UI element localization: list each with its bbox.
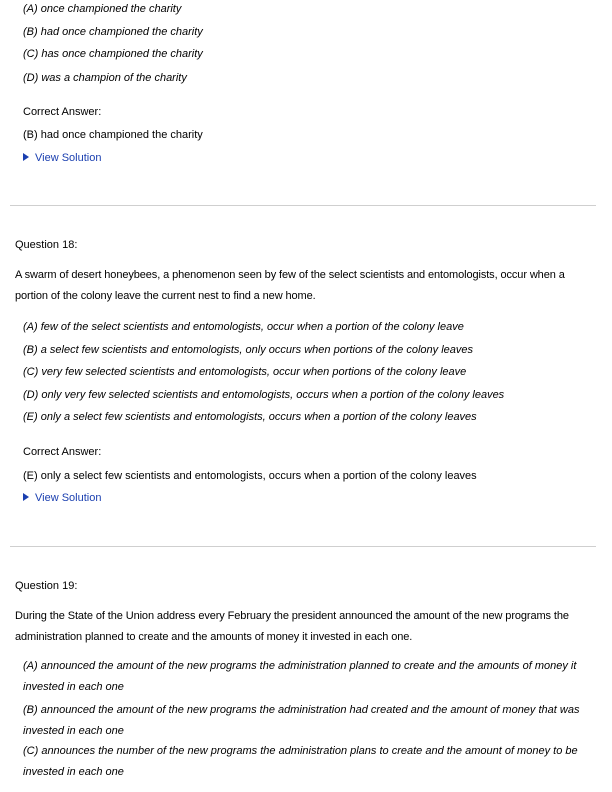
q19-option-b: (B) announced the amount of the new programs the administration had created and the amount of money that was invested in each one — [23, 704, 580, 737]
q18-stem: A swarm of desert honeybees, a phenomenon seen by few of the select scientists and entomologists, occur when a portion of the colony leave the current nest to find a new home. — [15, 269, 565, 302]
divider — [10, 205, 596, 206]
q17-correct-answer: (B) had once championed the charity — [23, 129, 203, 141]
q18-option-a: (A) few of the select scientists and entomologists, occur when a portion of the colony leave — [23, 321, 464, 333]
q17-option-b: (B) had once championed the charity — [23, 26, 203, 38]
divider — [10, 546, 596, 547]
q18-option-e: (E) only a select few scientists and entomologists, occurs when a portion of the colony leaves — [23, 411, 477, 423]
triangle-right-icon — [23, 153, 29, 161]
q18-heading: Question 18: — [15, 239, 78, 251]
q18-correct-answer-label: Correct Answer: — [23, 446, 102, 458]
q18-option-c: (C) very few selected scientists and entomologists, occur when portions of the colony leave — [23, 366, 467, 378]
q19-option-c: (C) announces the number of the new programs the administration plans to create and the amount of money to be invested in each one — [23, 745, 578, 778]
q19-stem: During the State of the Union address every February the president announced the amount of the new programs the administration planned to create and the amounts of money it invested in each one. — [15, 610, 569, 643]
triangle-right-icon — [23, 493, 29, 501]
q19-option-a: (A) announced the amount of the new programs the administration planned to create and the amounts of money it invested in each one — [23, 660, 577, 693]
q18-correct-answer: (E) only a select few scientists and entomologists, occurs when a portion of the colony leaves — [23, 470, 477, 482]
q17-option-a: (A) once championed the charity — [23, 3, 182, 15]
q17-option-c: (C) has once championed the charity — [23, 48, 203, 60]
q17-view-solution-link[interactable] — [23, 152, 101, 165]
q18-view-solution-link[interactable] — [23, 492, 101, 505]
q18-option-d: (D) only very few selected scientists and entomologists, occurs when a portion of the colony leaves — [23, 389, 505, 401]
q17-correct-answer-label: Correct Answer: — [23, 106, 102, 118]
q18-option-b: (B) a select few scientists and entomologists, only occurs when portions of the colony leaves — [23, 344, 474, 356]
q19-heading: Question 19: — [15, 580, 78, 592]
q17-option-d: (D) was a champion of the charity — [23, 72, 187, 84]
q17-view-solution-label: View Solution — [35, 152, 102, 164]
q18-view-solution-label: View Solution — [35, 492, 102, 504]
